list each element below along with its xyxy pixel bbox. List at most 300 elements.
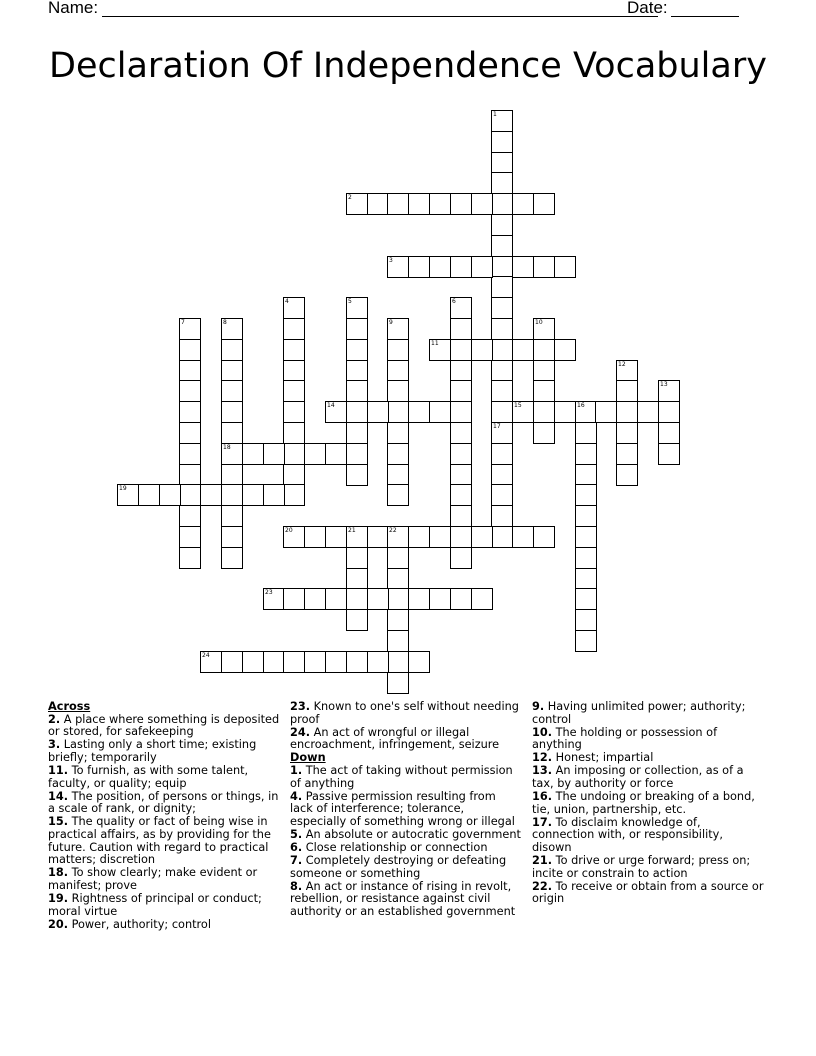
grid-cell[interactable] bbox=[325, 651, 347, 673]
clue-item-text: To drive or urge forward; press on; incite or constrain to action bbox=[532, 854, 751, 880]
grid-cell[interactable] bbox=[387, 193, 409, 215]
grid-cell[interactable] bbox=[450, 547, 472, 569]
grid-cell[interactable] bbox=[450, 464, 472, 486]
clue-number: 12 bbox=[618, 361, 626, 368]
grid-cell[interactable] bbox=[387, 339, 409, 361]
clue-item-text: Known to one's self without needing proof bbox=[290, 700, 519, 726]
grid-cell[interactable] bbox=[512, 339, 534, 361]
grid-cell[interactable] bbox=[221, 339, 243, 361]
grid-cell[interactable] bbox=[242, 443, 264, 465]
grid-cell[interactable] bbox=[367, 588, 389, 610]
clue-item-text: An imposing or collection, as of a tax, by authority or force bbox=[532, 764, 744, 791]
clue-number: 5 bbox=[348, 298, 352, 305]
grid-cell[interactable] bbox=[491, 380, 513, 402]
grid-cell[interactable] bbox=[554, 256, 576, 278]
grid-cell[interactable] bbox=[429, 401, 451, 423]
grid-cell[interactable] bbox=[575, 588, 597, 610]
grid-cell[interactable] bbox=[491, 235, 513, 257]
grid-cell[interactable] bbox=[221, 401, 243, 423]
grid-cell[interactable] bbox=[387, 630, 409, 652]
clue-item bbox=[532, 881, 764, 906]
grid-cell[interactable] bbox=[283, 401, 305, 423]
grid-cell[interactable] bbox=[429, 193, 451, 215]
grid-cell[interactable] bbox=[179, 401, 201, 423]
grid-cell[interactable] bbox=[408, 588, 430, 610]
grid-cell[interactable] bbox=[658, 443, 680, 465]
grid-cell[interactable] bbox=[179, 526, 201, 548]
grid-cell[interactable] bbox=[491, 443, 513, 465]
grid-cell[interactable] bbox=[179, 505, 201, 527]
grid-cell[interactable] bbox=[491, 464, 513, 486]
grid-cell[interactable] bbox=[408, 256, 430, 278]
clue-item-number: 14. bbox=[48, 789, 69, 803]
down-clue-list bbox=[290, 765, 522, 919]
grid-cell[interactable] bbox=[533, 318, 555, 340]
grid-cell[interactable] bbox=[304, 651, 326, 673]
clue-item-number: 4. bbox=[290, 789, 303, 803]
grid-cell[interactable] bbox=[533, 193, 555, 215]
grid-cell[interactable] bbox=[283, 588, 305, 610]
clue-item bbox=[290, 727, 522, 752]
grid-cell[interactable] bbox=[200, 651, 222, 673]
grid-cell[interactable] bbox=[471, 339, 493, 361]
clue-item-text: To show clearly; make evident or manifest; prove bbox=[48, 866, 258, 892]
grid-cell[interactable] bbox=[512, 401, 534, 423]
clue-item bbox=[290, 701, 522, 726]
grid-cell[interactable] bbox=[491, 276, 513, 298]
grid-cell[interactable] bbox=[450, 526, 472, 548]
grid-cell[interactable] bbox=[387, 360, 409, 382]
grid-cell[interactable] bbox=[325, 443, 347, 465]
clue-item-number: 1. bbox=[290, 763, 303, 777]
clue-number: 20 bbox=[285, 527, 293, 534]
grid-cell[interactable] bbox=[387, 526, 409, 548]
clue-item-text: An act of wrongful or illegal encroachment, infringement, seizure bbox=[290, 725, 500, 752]
clue-item-number: 11. bbox=[48, 763, 69, 777]
grid-cell[interactable] bbox=[263, 651, 285, 673]
grid-cell[interactable] bbox=[491, 505, 513, 527]
grid-cell[interactable] bbox=[408, 401, 430, 423]
grid-cell[interactable] bbox=[450, 588, 472, 610]
grid-cell[interactable] bbox=[346, 568, 368, 590]
clue-number: 2 bbox=[348, 194, 352, 201]
across-clue-list-continued bbox=[290, 701, 522, 752]
grid-cell[interactable] bbox=[491, 297, 513, 319]
grid-cell[interactable] bbox=[159, 484, 181, 506]
name-label: Name: bbox=[48, 0, 99, 17]
grid-cell[interactable] bbox=[575, 547, 597, 569]
grid-cell[interactable] bbox=[408, 193, 430, 215]
clue-number: 24 bbox=[202, 652, 210, 659]
grid-cell[interactable] bbox=[325, 401, 347, 423]
grid-cell[interactable] bbox=[429, 588, 451, 610]
clue-item-number: 20. bbox=[48, 917, 69, 931]
clue-number: 11 bbox=[431, 340, 439, 347]
clue-item bbox=[48, 739, 280, 764]
across-clue-list bbox=[48, 714, 280, 932]
grid-cell[interactable] bbox=[575, 464, 597, 486]
grid-cell[interactable] bbox=[346, 651, 368, 673]
grid-cell[interactable] bbox=[491, 110, 513, 132]
grid-cell[interactable] bbox=[346, 360, 368, 382]
grid-cell[interactable] bbox=[637, 401, 659, 423]
clue-item-text: An act or instance of rising in revolt, rebellion, or resistance against civil authority or an established government bbox=[290, 879, 516, 918]
clue-item-number: 21. bbox=[532, 854, 553, 868]
grid-cell[interactable] bbox=[450, 318, 472, 340]
grid-cell[interactable] bbox=[221, 318, 243, 340]
clue-item bbox=[48, 791, 280, 816]
grid-cell[interactable] bbox=[554, 339, 576, 361]
clue-item-number: 8. bbox=[290, 879, 303, 893]
header bbox=[48, 0, 748, 20]
grid-cell[interactable] bbox=[346, 318, 368, 340]
grid-cell[interactable] bbox=[512, 526, 534, 548]
grid-cell[interactable] bbox=[283, 484, 305, 506]
grid-cell[interactable] bbox=[491, 214, 513, 236]
grid-cell[interactable] bbox=[367, 401, 389, 423]
clue-item-text: The act of taking without permission of anything bbox=[290, 763, 513, 790]
grid-cell[interactable] bbox=[179, 464, 201, 486]
grid-cell[interactable] bbox=[283, 380, 305, 402]
grid-cell[interactable] bbox=[491, 526, 513, 548]
grid-cell[interactable] bbox=[616, 401, 638, 423]
grid-cell[interactable] bbox=[221, 651, 243, 673]
clue-item-number: 6. bbox=[290, 841, 303, 855]
grid-cell[interactable] bbox=[575, 484, 597, 506]
clue-item-number: 22. bbox=[532, 879, 553, 893]
grid-cell[interactable] bbox=[387, 443, 409, 465]
clue-item bbox=[290, 842, 522, 855]
grid-cell[interactable] bbox=[387, 672, 409, 694]
clue-number: 10 bbox=[535, 319, 543, 326]
grid-cell[interactable] bbox=[221, 422, 243, 444]
grid-cell[interactable] bbox=[325, 588, 347, 610]
grid-cell[interactable] bbox=[283, 443, 305, 465]
grid-cell[interactable] bbox=[200, 484, 222, 506]
clue-item-number: 7. bbox=[290, 854, 303, 868]
grid-cell[interactable] bbox=[179, 484, 201, 506]
grid-cell[interactable] bbox=[179, 380, 201, 402]
clue-item-text: Having unlimited power; authority; control bbox=[532, 700, 746, 726]
grid-cell[interactable] bbox=[367, 193, 389, 215]
clue-number: 3 bbox=[389, 257, 393, 264]
grid-cell[interactable] bbox=[450, 339, 472, 361]
grid-cell[interactable] bbox=[138, 484, 160, 506]
grid-cell[interactable] bbox=[575, 505, 597, 527]
clue-item-number: 16. bbox=[532, 790, 553, 804]
grid-cell[interactable] bbox=[491, 131, 513, 153]
clue-item-number: 10. bbox=[532, 725, 553, 739]
grid-cell[interactable] bbox=[221, 360, 243, 382]
clue-item bbox=[48, 765, 280, 790]
grid-cell[interactable] bbox=[283, 297, 305, 319]
grid-cell[interactable] bbox=[346, 401, 368, 423]
grid-cell[interactable] bbox=[346, 193, 368, 215]
grid-cell[interactable] bbox=[533, 526, 555, 548]
grid-cell[interactable] bbox=[346, 443, 368, 465]
clue-column-3 bbox=[532, 701, 764, 907]
grid-cell[interactable] bbox=[221, 484, 243, 506]
grid-cell[interactable] bbox=[346, 547, 368, 569]
clue-item bbox=[532, 727, 764, 752]
grid-cell[interactable] bbox=[387, 568, 409, 590]
clue-item-text: Passive permission resulting from lack of interference; tolerance, especially of something wrong or illegal bbox=[290, 789, 515, 828]
grid-cell[interactable] bbox=[346, 464, 368, 486]
grid-cell[interactable] bbox=[533, 339, 555, 361]
clue-number: 19 bbox=[119, 485, 127, 492]
grid-cell[interactable] bbox=[325, 526, 347, 548]
grid-cell[interactable] bbox=[533, 256, 555, 278]
grid-cell[interactable] bbox=[616, 464, 638, 486]
clue-item bbox=[48, 893, 280, 918]
clue-item-text: Power, authority; control bbox=[68, 917, 211, 931]
grid-cell[interactable] bbox=[387, 318, 409, 340]
clue-item bbox=[48, 816, 280, 866]
grid-cell[interactable] bbox=[471, 256, 493, 278]
grid-cell[interactable] bbox=[179, 443, 201, 465]
grid-cell[interactable] bbox=[408, 651, 430, 673]
grid-cell[interactable] bbox=[491, 484, 513, 506]
grid-cell[interactable] bbox=[471, 526, 493, 548]
grid-cell[interactable] bbox=[595, 401, 617, 423]
clue-column-2 bbox=[290, 701, 522, 919]
grid-cell[interactable] bbox=[471, 588, 493, 610]
grid-cell[interactable] bbox=[616, 360, 638, 382]
grid-cell[interactable] bbox=[221, 505, 243, 527]
clue-item-number: 13. bbox=[532, 764, 553, 778]
clue-number: 4 bbox=[285, 298, 289, 305]
grid-cell[interactable] bbox=[367, 651, 389, 673]
clue-item bbox=[290, 791, 522, 829]
grid-cell[interactable] bbox=[616, 380, 638, 402]
clue-item bbox=[290, 881, 522, 919]
clue-item-number: 3. bbox=[48, 738, 61, 752]
grid-cell[interactable] bbox=[429, 526, 451, 548]
grid-cell[interactable] bbox=[221, 547, 243, 569]
grid-cell[interactable] bbox=[512, 256, 534, 278]
clue-item-text: A place where something is deposited or stored, for safekeeping bbox=[48, 712, 280, 739]
grid-cell[interactable] bbox=[263, 484, 285, 506]
clue-item-text: Completely destroying or defeating someone or something bbox=[290, 854, 507, 880]
grid-cell[interactable] bbox=[304, 443, 326, 465]
clue-number: 13 bbox=[660, 381, 668, 388]
clue-item bbox=[48, 867, 280, 892]
grid-cell[interactable] bbox=[179, 360, 201, 382]
grid-cell[interactable] bbox=[263, 588, 285, 610]
clue-item bbox=[290, 765, 522, 790]
grid-cell[interactable] bbox=[575, 422, 597, 444]
grid-cell[interactable] bbox=[221, 464, 243, 486]
grid-cell[interactable] bbox=[491, 318, 513, 340]
grid-cell[interactable] bbox=[575, 609, 597, 631]
down-clue-list-continued bbox=[532, 701, 764, 906]
grid-cell[interactable] bbox=[471, 193, 493, 215]
clue-number: 8 bbox=[223, 319, 227, 326]
grid-cell[interactable] bbox=[283, 318, 305, 340]
clue-number: 17 bbox=[493, 423, 501, 430]
clue-number: 7 bbox=[181, 319, 185, 326]
grid-cell[interactable] bbox=[179, 318, 201, 340]
grid-cell[interactable] bbox=[658, 401, 680, 423]
grid-cell[interactable] bbox=[450, 401, 472, 423]
clue-item-text: To disclaim knowledge of, connection with, or responsibility, disown bbox=[532, 815, 723, 855]
clue-item-text: The holding or possession of anything bbox=[532, 725, 718, 752]
grid-cell[interactable] bbox=[512, 193, 534, 215]
grid-cell[interactable] bbox=[387, 588, 409, 610]
grid-cell[interactable] bbox=[408, 526, 430, 548]
name-blank-line[interactable] bbox=[102, 16, 658, 17]
grid-cell[interactable] bbox=[491, 422, 513, 444]
clue-number: 9 bbox=[389, 319, 393, 326]
clue-item-number: 19. bbox=[48, 891, 69, 905]
grid-cell[interactable] bbox=[346, 526, 368, 548]
clue-item-text: The quality or fact of being wise in practical affairs, as by providing for the future. Caution with regard to practical matters; discretion bbox=[48, 815, 271, 867]
grid-cell[interactable] bbox=[346, 297, 368, 319]
grid-cell[interactable] bbox=[491, 360, 513, 382]
grid-cell[interactable] bbox=[450, 422, 472, 444]
clue-item-number: 24. bbox=[290, 725, 311, 739]
clue-item bbox=[290, 855, 522, 880]
grid-cell[interactable] bbox=[179, 547, 201, 569]
grid-cell[interactable] bbox=[387, 256, 409, 278]
grid-cell[interactable] bbox=[304, 588, 326, 610]
clue-item-number: 18. bbox=[48, 866, 69, 880]
clue-number: 14 bbox=[327, 402, 335, 409]
grid-cell[interactable] bbox=[575, 630, 597, 652]
clue-item-text: Rightness of principal or conduct; moral virtue bbox=[48, 891, 262, 918]
grid-cell[interactable] bbox=[346, 609, 368, 631]
grid-cell[interactable] bbox=[491, 172, 513, 194]
grid-cell[interactable] bbox=[491, 193, 513, 215]
grid-cell[interactable] bbox=[242, 651, 264, 673]
grid-cell[interactable] bbox=[179, 339, 201, 361]
grid-cell[interactable] bbox=[450, 297, 472, 319]
grid-cell[interactable] bbox=[179, 422, 201, 444]
grid-cell[interactable] bbox=[242, 484, 264, 506]
grid-cell[interactable] bbox=[450, 256, 472, 278]
grid-cell[interactable] bbox=[450, 193, 472, 215]
grid-cell[interactable] bbox=[117, 484, 139, 506]
clue-column-1 bbox=[48, 701, 280, 932]
grid-cell[interactable] bbox=[221, 443, 243, 465]
grid-cell[interactable] bbox=[491, 152, 513, 174]
grid-cell[interactable] bbox=[616, 422, 638, 444]
grid-cell[interactable] bbox=[346, 339, 368, 361]
clue-item-text: The position, of persons or things, in a scale of rank, or dignity; bbox=[48, 789, 279, 816]
grid-cell[interactable] bbox=[367, 526, 389, 548]
grid-cell[interactable] bbox=[283, 651, 305, 673]
clue-number: 15 bbox=[514, 402, 522, 409]
grid-cell[interactable] bbox=[429, 339, 451, 361]
clue-item bbox=[532, 791, 764, 816]
grid-cell[interactable] bbox=[387, 422, 409, 444]
clue-item-text: Honest; impartial bbox=[552, 751, 654, 765]
grid-cell[interactable] bbox=[575, 526, 597, 548]
grid-cell[interactable] bbox=[491, 256, 513, 278]
clue-number: 23 bbox=[265, 589, 273, 596]
clue-item-number: 2. bbox=[48, 712, 61, 726]
grid-cell[interactable] bbox=[554, 401, 576, 423]
grid-cell[interactable] bbox=[450, 360, 472, 382]
grid-cell[interactable] bbox=[491, 401, 513, 423]
grid-cell[interactable] bbox=[283, 464, 305, 486]
grid-cell[interactable] bbox=[387, 609, 409, 631]
grid-cell[interactable] bbox=[346, 380, 368, 402]
grid-cell[interactable] bbox=[283, 339, 305, 361]
grid-cell[interactable] bbox=[283, 360, 305, 382]
grid-cell[interactable] bbox=[450, 484, 472, 506]
grid-cell[interactable] bbox=[387, 464, 409, 486]
date-label: Date: bbox=[627, 0, 668, 17]
clue-item-number: 12. bbox=[532, 751, 553, 765]
clue-item bbox=[532, 765, 764, 790]
grid-cell[interactable] bbox=[450, 505, 472, 527]
grid-cell[interactable] bbox=[450, 443, 472, 465]
page-title: Declaration Of Independence Vocabulary bbox=[49, 46, 767, 86]
grid-cell[interactable] bbox=[346, 588, 368, 610]
clue-item bbox=[48, 714, 280, 739]
grid-cell[interactable] bbox=[658, 422, 680, 444]
grid-cell[interactable] bbox=[221, 526, 243, 548]
clue-item bbox=[532, 701, 764, 726]
clue-number: 21 bbox=[348, 527, 356, 534]
clue-item-text: An absolute or autocratic government bbox=[302, 827, 521, 841]
grid-cell[interactable] bbox=[387, 484, 409, 506]
clue-item-text: To receive or obtain from a source or origin bbox=[532, 879, 764, 906]
clue-item-number: 9. bbox=[532, 700, 545, 713]
grid-cell[interactable] bbox=[283, 526, 305, 548]
clue-number: 18 bbox=[223, 444, 231, 451]
grid-cell[interactable] bbox=[616, 443, 638, 465]
clue-item bbox=[532, 752, 764, 765]
clue-item-number: 15. bbox=[48, 815, 69, 829]
grid-cell[interactable] bbox=[221, 380, 243, 402]
grid-cell[interactable] bbox=[304, 526, 326, 548]
grid-cell[interactable] bbox=[658, 380, 680, 402]
clue-item bbox=[48, 919, 280, 932]
grid-cell[interactable] bbox=[429, 256, 451, 278]
grid-cell[interactable] bbox=[491, 339, 513, 361]
clue-number: 22 bbox=[389, 527, 397, 534]
grid-cell[interactable] bbox=[387, 401, 409, 423]
grid-cell[interactable] bbox=[387, 547, 409, 569]
clue-item-number: 17. bbox=[532, 815, 553, 829]
grid-cell[interactable] bbox=[533, 422, 555, 444]
grid-cell[interactable] bbox=[575, 443, 597, 465]
clue-item bbox=[290, 829, 522, 842]
grid-cell[interactable] bbox=[387, 380, 409, 402]
clue-number: 1 bbox=[493, 111, 497, 118]
grid-cell[interactable] bbox=[533, 401, 555, 423]
grid-cell[interactable] bbox=[346, 422, 368, 444]
clue-number: 6 bbox=[452, 298, 456, 305]
grid-cell[interactable] bbox=[387, 651, 409, 673]
grid-cell[interactable] bbox=[450, 380, 472, 402]
grid-cell[interactable] bbox=[533, 380, 555, 402]
grid-cell[interactable] bbox=[575, 401, 597, 423]
grid-cell[interactable] bbox=[283, 422, 305, 444]
clue-item bbox=[532, 817, 764, 855]
clue-item-text: Close relationship or connection bbox=[302, 841, 488, 855]
clue-item-number: 23. bbox=[290, 700, 311, 713]
clue-item-text: To furnish, as with some talent, faculty, or quality; equip bbox=[48, 763, 249, 790]
down-heading: Down bbox=[290, 751, 326, 765]
grid-cell[interactable] bbox=[263, 443, 285, 465]
grid-cell[interactable] bbox=[533, 360, 555, 382]
date-blank-line[interactable] bbox=[671, 16, 739, 17]
clue-item-text: Lasting only a short time; existing briefly; temporarily bbox=[48, 738, 257, 764]
grid-cell[interactable] bbox=[575, 568, 597, 590]
